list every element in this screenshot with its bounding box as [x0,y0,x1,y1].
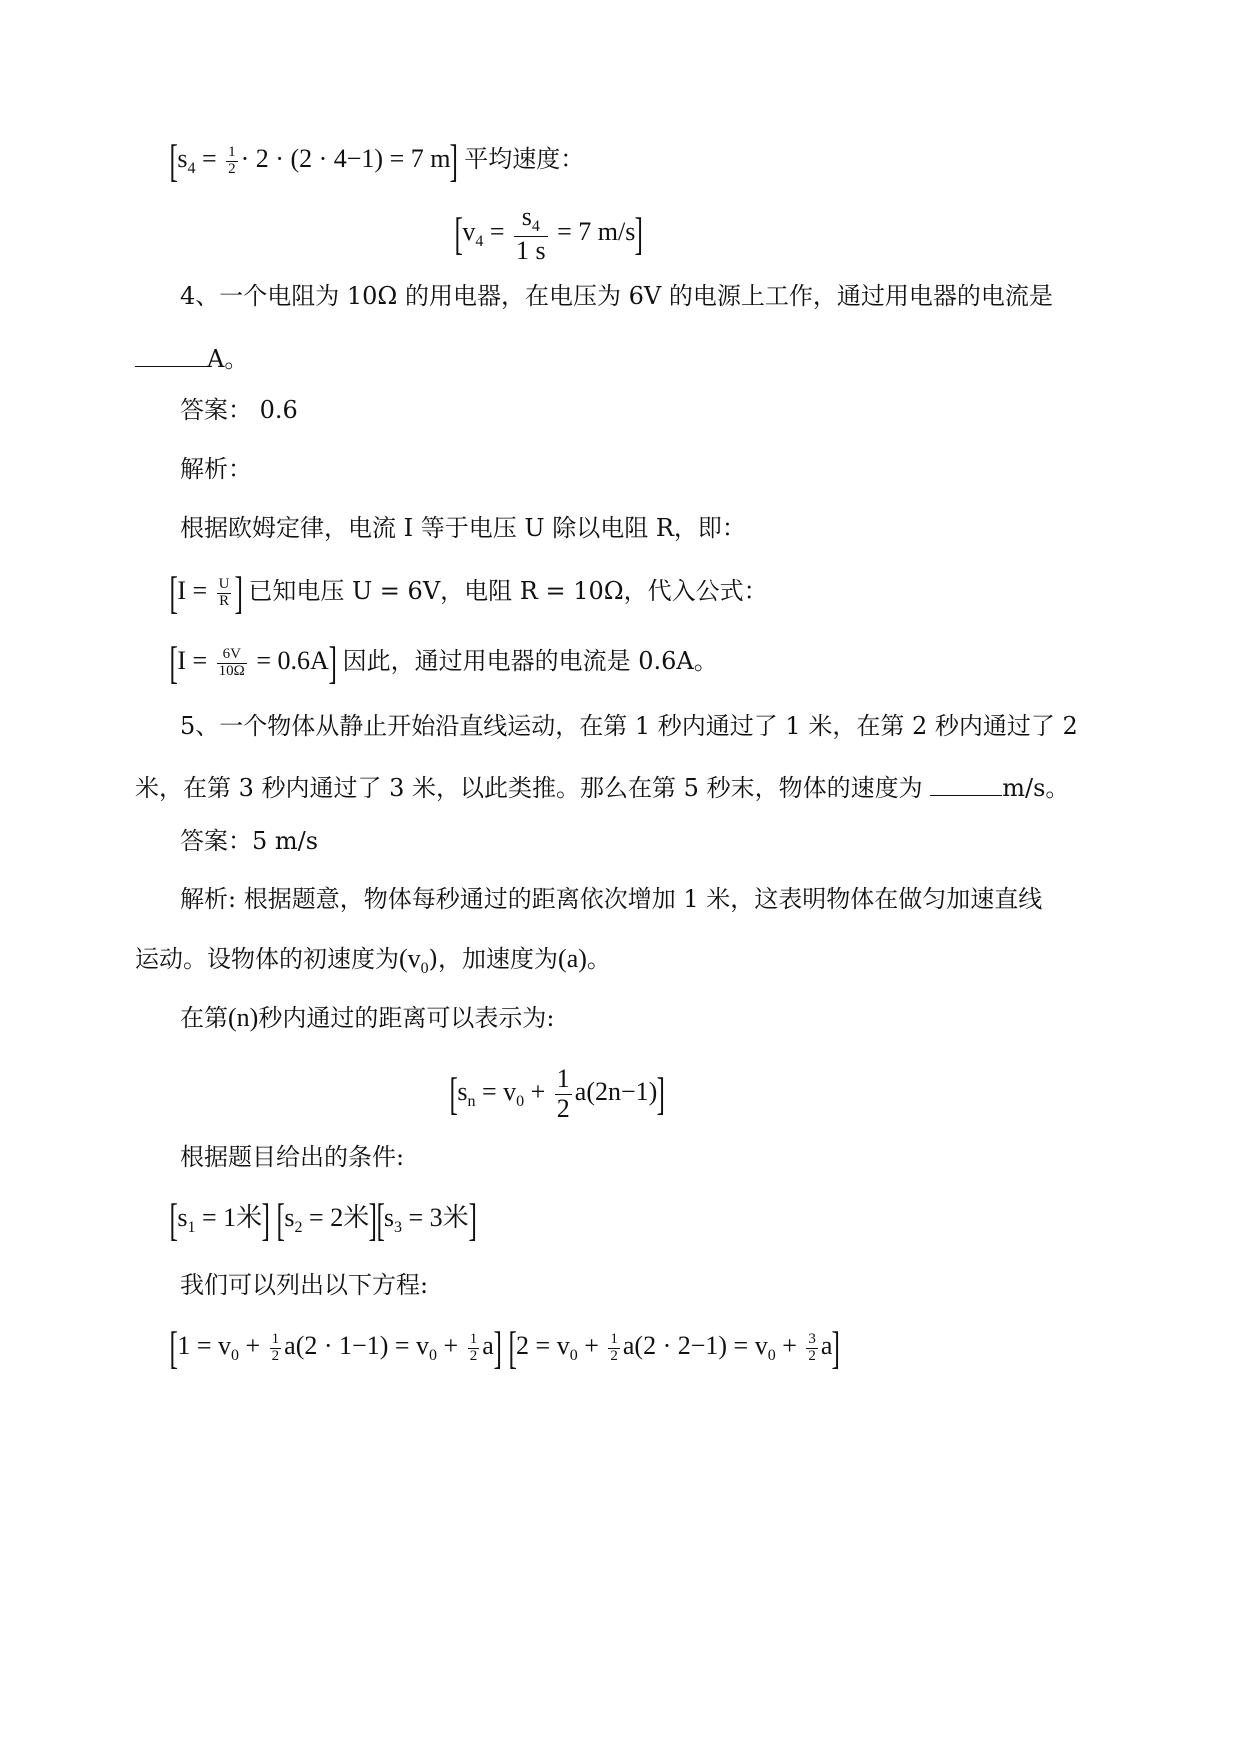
eq-s4-eq: = [195,143,224,173]
text: a [820,1330,833,1360]
bracket-left: [ [449,1068,458,1120]
text-avg-speed: 平均速度： [464,144,585,173]
text: + [577,1330,606,1360]
eq-ohm2-frac [217,647,247,680]
bracket-left: [ [169,567,178,618]
q4-unit: A。 [207,345,249,373]
eq-ohm-line [169,567,768,618]
bracket-left: [ [375,1194,385,1245]
eq-ohm [169,567,248,618]
frac-num [520,203,542,236]
text: = 2米 [302,1202,370,1232]
text: = 3米 [402,1202,469,1232]
eq-s4-var: s [177,143,188,173]
frac-den: R [219,592,230,609]
text: s [177,1202,188,1232]
answer-blank[interactable] [930,773,1002,796]
eq-ohm2 [169,637,343,688]
frac-den: 2 [271,1347,280,1364]
text: 1 = v [177,1330,231,1360]
var-a: (a) [558,944,587,973]
sub: 3 [394,1219,402,1237]
bracket-left: [ [169,1322,178,1373]
text: a(2 · 2−1) = v [622,1330,768,1360]
eq-v4-frac [514,203,548,265]
text: a [482,1330,494,1360]
q4-line2 [135,344,248,371]
sub: 0 [516,1093,525,1111]
frac-den: 2 [469,1347,478,1364]
eq-s3 [375,1194,477,1245]
q5-line1: 5、一个物体从静止开始沿直线运动，在第 1 秒内通过了 1 米，在第 2 秒内通过了 2 [180,712,1078,740]
sub: 1 [187,1219,196,1237]
frac-den: 1 s [516,235,546,265]
text: (v [399,944,421,973]
frac [270,1332,282,1365]
q5-analysis-line2 [135,946,611,977]
bracket-right: ] [831,1322,841,1373]
eq-v4-sub: 4 [475,233,484,251]
q5-answer: 答案：5 m/s [180,827,319,855]
text: a(2n−1) [574,1077,658,1107]
eq-v4-eq: = [483,217,511,247]
eq-system-line [169,1322,841,1373]
frac [468,1332,480,1365]
text: 秒内通过的距离可以表示为: [258,1004,555,1032]
frac-den: 2 [808,1347,816,1364]
frac-num: 6V [222,645,241,662]
bracket-left: [ [169,637,178,688]
bracket-left: [ [169,1194,178,1245]
text: + [239,1330,267,1360]
answer-blank[interactable] [135,344,207,367]
frac-num: 1 [556,1064,570,1093]
bracket-right: ] [368,1194,378,1245]
bracket-right: ] [493,1322,502,1373]
frac-den: 2 [228,160,236,177]
text: = 1米 [195,1202,263,1232]
frac-num: 1 [228,143,236,160]
eq-ohm2-var: I = [177,645,214,675]
text-known-values: 已知电压 U = 6V，电阻 R = 10Ω，代入公式： [248,576,768,605]
eq-sn-line [450,1065,665,1123]
var-n: (n) [228,1003,259,1032]
bracket-right: ] [634,208,644,260]
eq-s4-frac [226,145,238,178]
sub: 0 [420,960,429,978]
q5-unit: m/s。 [1002,774,1070,802]
sub: 0 [569,1347,578,1365]
sub: 0 [231,1347,239,1365]
eq-s4 [169,135,464,186]
bracket-right: ] [449,135,459,186]
text: s [383,1202,394,1232]
sub: n [467,1093,476,1111]
eq-s4-post: · 2 · (2 · 4−1) = 7 m [240,143,451,173]
eq-sn [449,1064,666,1123]
q4-analysis-label: 解析： [180,455,252,483]
text: s [284,1202,295,1232]
text: )，加速度为 [428,945,559,973]
bracket-right: ] [261,1194,271,1245]
frac-den: 10Ω [218,662,245,679]
text: + [524,1077,552,1107]
q5-nth-line [180,1005,554,1031]
text: + [775,1330,804,1360]
q4-answer: 答案： 0.6 [180,396,298,424]
eq-v4-var: v [462,217,476,247]
frac-num: 1 [610,1330,618,1347]
sub: 0 [767,1347,776,1365]
eq-sn-var: s [457,1077,468,1107]
eq-v4 [454,202,644,265]
bracket-left: [ [454,208,463,260]
frac [806,1332,818,1365]
bracket-left: [ [508,1322,517,1373]
bracket-left: [ [276,1194,285,1245]
frac-num: U [218,575,230,592]
eq-1 [169,1322,502,1373]
eq-sn-frac [555,1065,572,1123]
q5-line2-text: 米，在第 3 秒内通过了 3 米，以此类推。那么在第 5 秒末，物体的速度为 [135,774,923,802]
sub: 0 [429,1347,438,1365]
eq-ohm-var: I = [177,575,214,605]
eq-s2 [276,1194,378,1245]
sub: 2 [294,1219,303,1237]
text: 在第 [180,1004,228,1032]
text: 2 = v [516,1330,570,1360]
frac-den: 2 [610,1347,618,1364]
frac [608,1332,620,1365]
frac-num-var: s [521,202,532,231]
eq-2 [508,1322,841,1373]
text: + [437,1330,465,1360]
eq-v4-post: = 7 m/s [550,217,636,247]
q4-ohm-law: 根据欧姆定律，电流 I 等于电压 U 除以电阻 R，即： [180,514,746,542]
eq-v4-line [455,203,643,265]
bracket-left: [ [169,135,178,186]
conditions-label: 根据题目给出的条件: [180,1143,405,1171]
text: = v [475,1077,517,1107]
frac-num: 1 [271,1330,280,1347]
q4-line1: 4、一个电阻为 10Ω 的用电器，在电压为 6V 的电源上工作，通过用电器的电流是 [180,282,1053,310]
text-conclusion: 因此，通过用电器的电流是 0.6A。 [342,646,718,675]
frac-num-sub: 4 [531,218,540,236]
eq-s4-line [169,135,585,186]
eq-ohm-frac [217,577,232,610]
var-v0 [399,944,429,978]
frac-num: 1 [469,1330,478,1347]
bracket-right: ] [328,637,337,688]
eq-ohm2-line [169,637,718,688]
text: a(2 · 1−1) = v [284,1330,430,1360]
eq-s4-sub: 4 [187,160,196,178]
eq-s1 [169,1194,271,1245]
q5-line2 [135,773,1069,800]
eq-ohm2-post: = 0.6A [249,645,329,675]
eq-conditions-line [169,1194,477,1245]
bracket-right: ] [468,1194,477,1245]
text: 。 [586,945,611,973]
frac-num: 3 [808,1330,816,1347]
q5-analysis-line1: 解析: 根据题意，物体每秒通过的距离依次增加 1 米，这表明物体在做匀加速直线 [180,885,1043,913]
frac-den: 2 [556,1093,570,1123]
bracket-right: ] [656,1068,666,1120]
list-equations-label: 我们可以列出以下方程: [180,1271,429,1299]
text: 运动。设物体的初速度为 [135,945,399,973]
bracket-right: ] [233,567,243,618]
